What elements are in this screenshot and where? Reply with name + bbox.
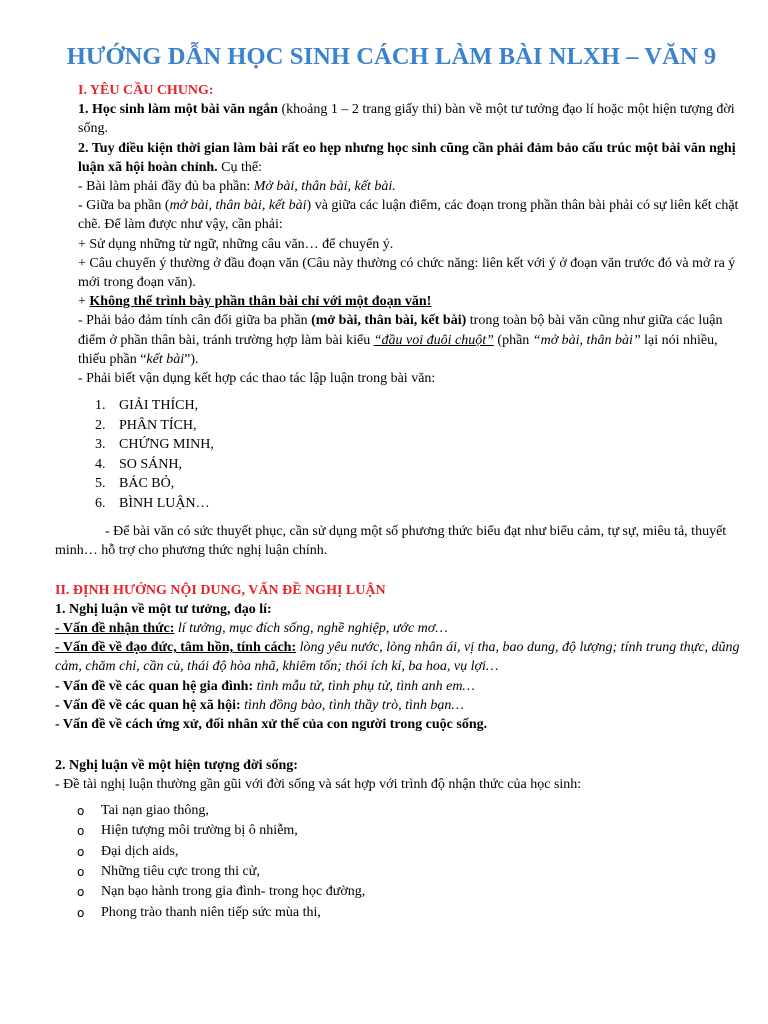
subsection-2-title [55,756,746,775]
detail-text: ) và giữa các luận điểm, các đoạn trong phần thân bài phải có sự liên kết chặt chẽ. Để làm được như vậy, cần phải: [78,198,739,233]
issue-examples: lí tưởng, mục đích sống, nghề nghiệp, ước mơ… [174,621,448,637]
issue-line [55,696,746,715]
circle-bullet-icon: o [77,885,85,900]
requirement-1-lead: 1. Học sinh làm một bài văn ngắn [78,102,278,118]
circle-bullet-icon: o [77,864,85,879]
detail-text: - Bài làm phải đầy đủ ba phần: [78,179,254,195]
section-1-heading: I. YÊU CẦU CHUNG: [78,83,214,98]
subsection-title-text: 2. Nghị luận về một hiện tượng đời sống: [55,758,298,774]
detail-text: trong toàn bộ bài văn cũng như giữa các luận điểm ở phần thân bài, tránh trường hợp làm bài kiểu [78,313,723,348]
spacer [55,734,746,756]
issue-label: - Vấn đề về cách ứng xử, đối nhân xử thế của con người trong cuộc sống. [55,717,488,733]
argument-skill-list [55,396,746,513]
document-body [55,81,746,923]
issue-examples: tình đồng bào, tình thầy trò, tình bạn… [240,697,464,713]
detail-emphasis: Không thể trình bày phần thân bài chỉ với một đoạn văn! [89,294,432,310]
detail-line: + Sử dụng những từ ngữ, những câu văn… để chuyển ý. [78,236,394,252]
list-number: 2. [95,417,106,433]
list-label: Đại dịch aids, [101,843,179,859]
list-number: 5. [95,476,106,492]
section-1 [55,81,746,388]
detail-line [78,292,746,311]
issue-label: - Vấn đề về các quan hệ xã hội: [55,697,241,713]
list-item [77,821,746,841]
detail-line: + Câu chuyển ý thường ở đầu đoạn văn (Câu này thường có chức năng: liên kết với ý ở đoạn văn trước đó và mở ra ý mới trong đoạn văn). [78,255,736,291]
list-label: Phong trào thanh niên tiếp sức mùa thi, [101,904,321,920]
list-number: 3. [95,437,106,453]
issue-label: - Vấn đề về đạo đức, tâm hồn, tính cách: [55,640,297,656]
detail-text: (phần [493,332,533,348]
detail-italic-underline: “đầu voi đuôi chuột” [373,332,494,348]
detail-italic: mở bài, thân bài, kết bài [169,198,307,214]
list-item [95,474,746,494]
subsection-2-description: - Đề tài nghị luận thường gần gũi với đời sống và sát hợp với trình độ nhận thức của học sinh: [55,777,582,793]
issue-line [55,715,746,734]
issue-line [55,677,746,696]
list-item [77,862,746,882]
requirement-2-lead: 2. Tuy điều kiện thời gian làm bài rất eo hẹp nhưng học sinh cũng cần phải đảm bảo cấu trúc một bài văn nghị luận xã hội hoàn chỉnh. [78,140,736,175]
circle-bullet-icon: o [77,844,85,859]
list-label: Nạn bạo hành trong gia đình- trong học đường, [101,884,366,900]
detail-italic: “mở bài, thân bài” [532,332,641,348]
detail-text: - Giữa ba phần ( [78,198,170,214]
detail-line [78,177,746,196]
list-label: GIẢI THÍCH, [119,398,199,414]
document-title: HƯỚNG DẪN HỌC SINH CÁCH LÀM BÀI NLXH – VĂN 9 [66,43,717,70]
detail-line [78,311,746,369]
issue-label: - Vấn đề nhận thức: [55,621,175,637]
requirement-2-text: Cụ thể: [217,159,263,175]
requirement-1 [78,100,746,138]
issue-line [55,638,746,676]
requirement-2 [78,139,746,177]
section-2-heading: II. ĐỊNH HƯỚNG NỘI DUNG, VẤN ĐỀ NGHỊ LUẬN [55,582,386,598]
issue-examples: tình mẫu tử, tình phụ tử, tình anh em… [253,678,475,694]
requirement-1-text: (khoảng 1 – 2 trang giấy thi) bàn về một tư tưởng đạo lí hoặc một hiện tượng đời sống. [78,102,735,137]
subsection-1-title [55,600,746,619]
list-number: 4. [95,456,106,472]
detail-italic: Mở bài, thân bài, kết bài. [253,179,396,195]
list-label: Những tiêu cực trong thi cử, [101,863,260,879]
detail-text: + [78,294,90,310]
section-2 [55,581,746,923]
list-item [77,801,746,821]
issue-line [55,619,746,638]
list-item [95,416,746,436]
list-label: BÁC BỎ, [119,476,175,492]
detail-bold: (mở bài, thân bài, kết bài) [311,313,467,329]
detail-italic: kết bài [146,351,185,367]
detail-line: - Phải biết vận dụng kết hợp các thao tác lập luận trong bài văn: [78,371,436,387]
list-item [77,903,746,923]
detail-text: - Phải bảo đảm tính cân đối giữa ba phần [78,313,312,329]
detail-line [78,196,746,234]
circle-bullet-icon: o [77,803,85,818]
circle-bullet-icon: o [77,905,85,920]
list-item [95,455,746,475]
list-item [77,882,746,902]
issue-examples: lòng yêu nước, lòng nhân ái, vị tha, bao dung, độ lượng; tính trung thực, dũng cảm, chăm chỉ, cần cù, thái độ hòa nhã, khiêm tốn; thói ích kỉ, ba hoa, vụ lợi… [55,640,740,675]
closing-paragraph: - Để bài văn có sức thuyết phục, cần sử dụng một số phương thức biểu đạt như biểu cảm, tự sự, miêu tả, thuyết minh… hỗ trợ cho phương thức nghị luận chính. [55,524,727,559]
list-item [77,842,746,862]
detail-text: ”). [184,351,199,367]
list-label: CHỨNG MINH, [119,437,214,453]
topic-list [55,801,746,923]
subsection-title-text: 1. Nghị luận về một tư tưởng, đạo lí: [55,601,272,617]
circle-bullet-icon: o [77,824,85,839]
list-label: PHÂN TÍCH, [119,417,197,433]
list-number: 1. [95,398,106,414]
list-label: Tai nạn giao thông, [101,802,209,818]
issue-label: - Vấn đề về các quan hệ gia đình: [55,678,254,694]
list-label: BÌNH LUẬN… [119,495,210,511]
list-item [95,396,746,416]
list-label: SO SÁNH, [119,456,183,472]
detail-text: lại nói nhiều, thiếu phần “ [78,332,718,367]
list-item [95,435,746,455]
list-label: Hiện tượng môi trường bị ô nhiễm, [101,823,298,839]
list-number: 6. [95,495,106,511]
list-item [95,494,746,514]
